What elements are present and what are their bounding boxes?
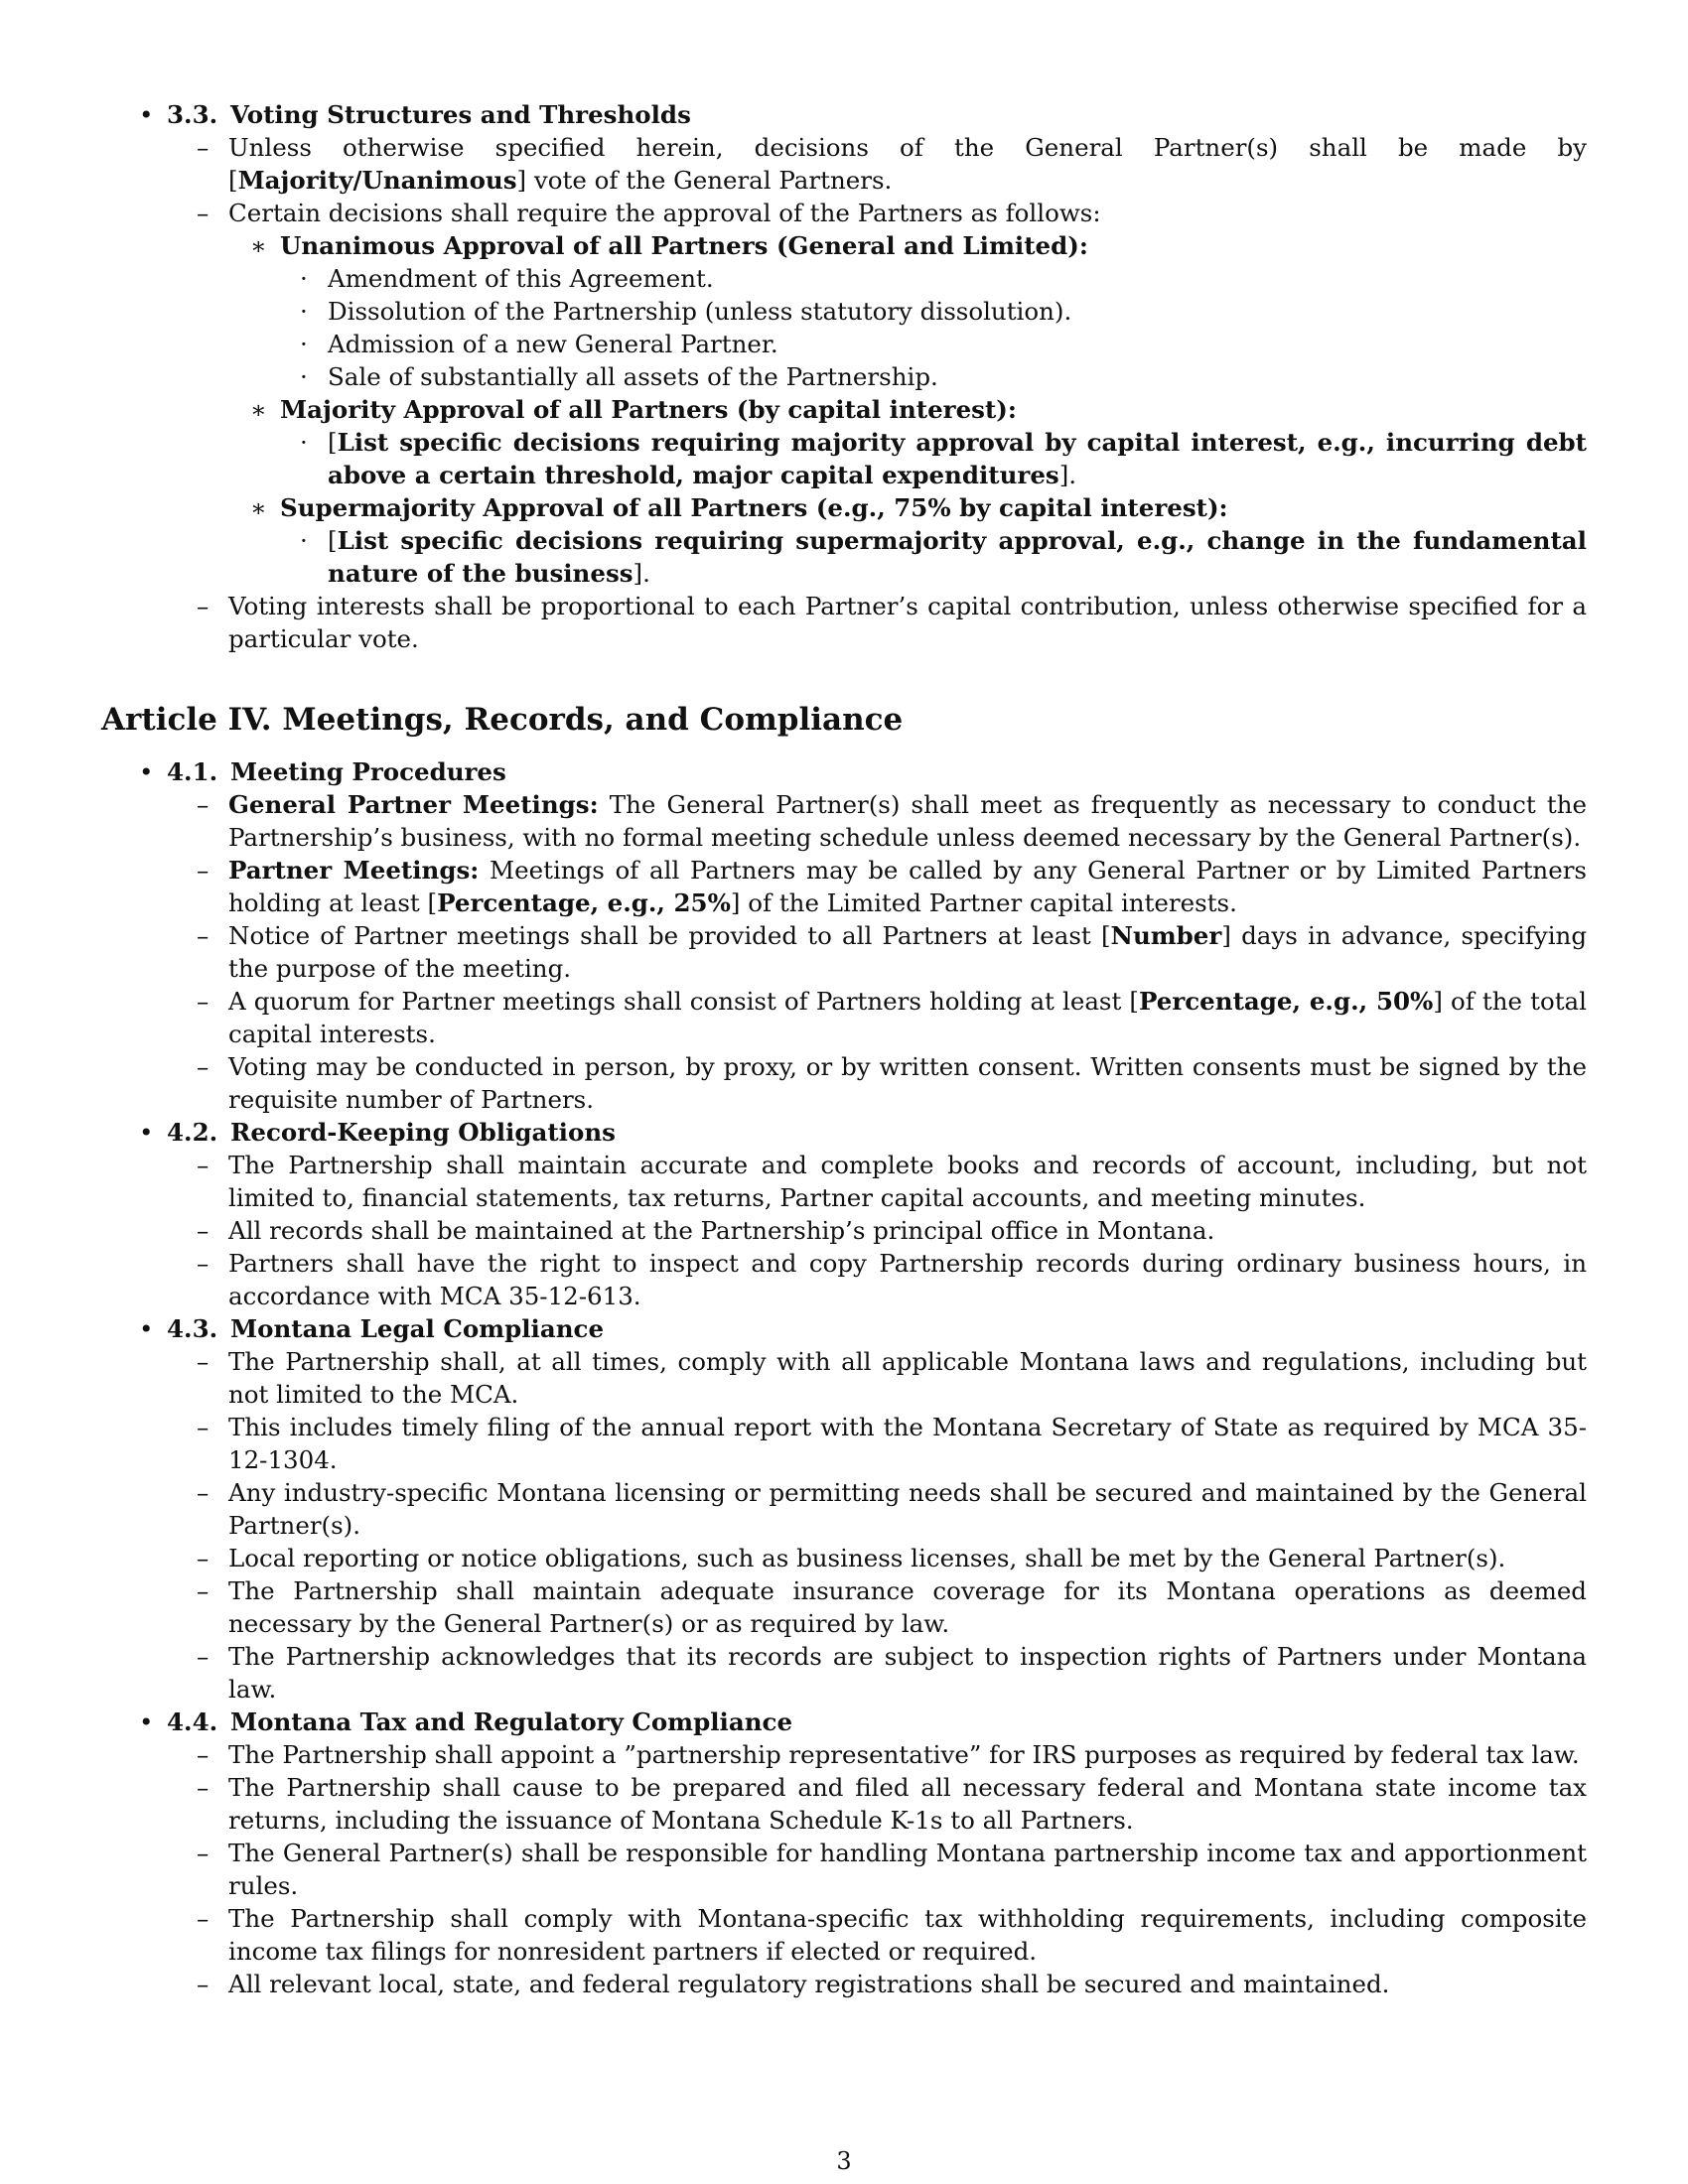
dash-bullet: – <box>197 1151 210 1179</box>
list-item: – The Partnership shall maintain adequate insurance coverage for its Montana operations as deemed necessary by the General Partner(s) or as required by law. <box>197 1576 1587 1638</box>
dash-bullet: – <box>197 1576 210 1605</box>
bullet-dot: • <box>139 1707 154 1736</box>
placeholder-bracket: Majority/Unanimous <box>237 166 517 195</box>
list-item: – All records shall be maintained at the Partnership’s principal office in Montana. <box>197 1216 1215 1245</box>
list-item: – The Partnership shall comply with Montana-specific tax withholding requirements, including composite income tax filings for nonresident partners if elected or required. <box>197 1904 1587 1966</box>
section-number: 4.4. <box>167 1707 218 1736</box>
placeholder-bracket: List specific decisions requiring supermajority approval, e.g., change in the fundamental nature of the business <box>328 526 1587 588</box>
dash-bullet: – <box>197 1773 210 1802</box>
subheading: ∗ Supermajority Approval of all Partners (e.g., 75% by capital interest): <box>250 493 1228 522</box>
dash-bullet: – <box>197 1544 210 1572</box>
dash-bullet: – <box>197 1052 210 1081</box>
asterisk-bullet: ∗ <box>250 395 267 424</box>
section-heading <box>0 1312 1688 1345</box>
list-item: · Sale of substantially all assets of the Partnership. <box>300 362 938 391</box>
middot-bullet: · <box>300 526 308 555</box>
list-item: – Local reporting or notice obligations, such as business licenses, shall be met by the General Partner(s). <box>197 1544 1506 1572</box>
page-number: 3 <box>836 2147 852 2175</box>
section-title: Montana Legal Compliance <box>230 1314 605 1343</box>
list-item: · Admission of a new General Partner. <box>300 330 778 358</box>
list-item: – Voting interests shall be proportional to each Partner’s capital contribution, unless otherwise specified for a particular vote. <box>197 592 1587 653</box>
list-item: · [List specific decisions requiring supermajority approval, e.g., change in the fundamental nature of the business]. <box>300 526 1587 588</box>
list-item: – This includes timely filing of the annual report with the Montana Secretary of State as required by MCA 35-12-1304. <box>197 1413 1587 1474</box>
placeholder-bracket: Percentage, e.g., 25% <box>437 888 731 917</box>
list-item: · Amendment of this Agreement. <box>300 264 714 293</box>
dash-bullet: – <box>197 133 210 162</box>
section-heading <box>0 1706 1688 1738</box>
section-heading <box>0 1116 1688 1149</box>
section-number: 3.3. <box>167 100 218 129</box>
list-item: – The Partnership shall cause to be prepared and filed all necessary federal and Montana state income tax returns, including the issuance of Montana Schedule K-1s to all Partners. <box>197 1773 1587 1835</box>
section-title: Montana Tax and Regulatory Compliance <box>230 1707 793 1736</box>
list-item: – Unless otherwise specified herein, decisions of the General Partner(s) shall be made by [Majority/Unanimous] vote of the General Partners. <box>197 133 1587 195</box>
asterisk-bullet: ∗ <box>250 493 267 522</box>
dash-bullet: – <box>197 1740 210 1769</box>
bullet-dot: • <box>139 757 154 786</box>
dash-bullet: – <box>197 1839 210 1867</box>
list-item: – Voting may be conducted in person, by proxy, or by written consent. Written consents must be signed by the requisite number of Partners. <box>197 1052 1587 1114</box>
dash-bullet: – <box>197 921 210 950</box>
list-item: · Dissolution of the Partnership (unless statutory dissolution). <box>300 297 1072 326</box>
middot-bullet: · <box>300 264 308 293</box>
list-item: – A quorum for Partner meetings shall consist of Partners holding at least [Percentage, e.g., 50%] of the total capital interests. <box>197 987 1587 1048</box>
dash-bullet: – <box>197 1216 210 1245</box>
list-item: – The Partnership shall maintain accurate and complete books and records of account, including, but not limited to, financial statements, tax returns, Partner capital accounts, and meeting minutes. <box>197 1151 1587 1212</box>
subheading: ∗ Unanimous Approval of all Partners (General and Limited): <box>250 231 1088 260</box>
section-3-3 <box>0 98 1688 655</box>
section-number: 4.2. <box>167 1118 218 1147</box>
dash-bullet: – <box>197 1347 210 1376</box>
section-heading <box>0 98 1688 131</box>
placeholder-bracket: List specific decisions requiring majority approval by capital interest, e.g., incurring debt above a certain threshold, major capital expenditures <box>328 428 1587 489</box>
placeholder-bracket: Percentage, e.g., 50% <box>1138 987 1434 1016</box>
list-item: – The General Partner(s) shall be responsible for handling Montana partnership income tax and apportionment rules. <box>197 1839 1587 1900</box>
list-item: · [List specific decisions requiring majority approval by capital interest, e.g., incurring debt above a certain threshold, major capital expenditures]. <box>300 428 1587 489</box>
section-number: 4.3. <box>167 1314 218 1343</box>
section-heading <box>0 755 1688 788</box>
list-item: – Notice of Partner meetings shall be provided to all Partners at least [Number] days in advance, specifying the purpose of the meeting. <box>197 921 1587 983</box>
list-item: – Partner Meetings: Meetings of all Partners may be called by any General Partner or by Limited Partners holding at least [Percentage, e.g., 25%] of the Limited Partner capital interests. <box>197 856 1587 917</box>
middot-bullet: · <box>300 297 308 326</box>
section-title: Record-Keeping Obligations <box>230 1118 616 1147</box>
list-item: – The Partnership shall, at all times, comply with all applicable Montana laws and regulations, including but not limited to the MCA. <box>197 1347 1587 1409</box>
article-4-body <box>0 755 1688 2000</box>
list-item: – Certain decisions shall require the approval of the Partners as follows: <box>197 199 1101 227</box>
bullet-dot: • <box>139 1118 154 1147</box>
dash-bullet: – <box>197 1904 210 1933</box>
bullet-dot: • <box>139 1314 154 1343</box>
section-title: Voting Structures and Thresholds <box>230 100 691 129</box>
middot-bullet: · <box>300 330 308 358</box>
bullet-dot: • <box>139 100 154 129</box>
middot-bullet: · <box>300 428 308 457</box>
placeholder-bracket: Number <box>1110 921 1222 950</box>
dash-bullet: – <box>197 1249 210 1278</box>
article-heading: Article IV. Meetings, Records, and Compliance <box>101 702 904 738</box>
list-item: – Partners shall have the right to inspect and copy Partnership records during ordinary business hours, in accordance with MCA 35-12-613. <box>197 1249 1587 1310</box>
list-item: – All relevant local, state, and federal regulatory registrations shall be secured and maintained. <box>197 1970 1390 1998</box>
list-item: – The Partnership acknowledges that its records are subject to inspection rights of Partners under Montana law. <box>197 1642 1587 1704</box>
subheading: ∗ Majority Approval of all Partners (by capital interest): <box>250 395 1017 424</box>
dash-bullet: – <box>197 987 210 1016</box>
dash-bullet: – <box>197 1642 210 1671</box>
list-item: – Any industry-specific Montana licensing or permitting needs shall be secured and maintained by the General Partner(s). <box>197 1478 1587 1540</box>
middot-bullet: · <box>300 362 308 391</box>
section-title: Meeting Procedures <box>230 757 506 786</box>
dash-bullet: – <box>197 1413 210 1441</box>
dash-bullet: – <box>197 1970 210 1998</box>
dash-bullet: – <box>197 592 210 620</box>
asterisk-bullet: ∗ <box>250 231 267 260</box>
list-item: – General Partner Meetings: The General Partner(s) shall meet as frequently as necessary to conduct the Partnership’s business, with no formal meeting schedule unless deemed necessary by the General Partner(s). <box>197 790 1587 852</box>
dash-bullet: – <box>197 1478 210 1507</box>
dash-bullet: – <box>197 199 210 227</box>
dash-bullet: – <box>197 790 210 819</box>
dash-bullet: – <box>197 856 210 885</box>
list-item: – The Partnership shall appoint a ”partnership representative” for IRS purposes as required by federal tax law. <box>197 1740 1580 1769</box>
section-number: 4.1. <box>167 757 218 786</box>
